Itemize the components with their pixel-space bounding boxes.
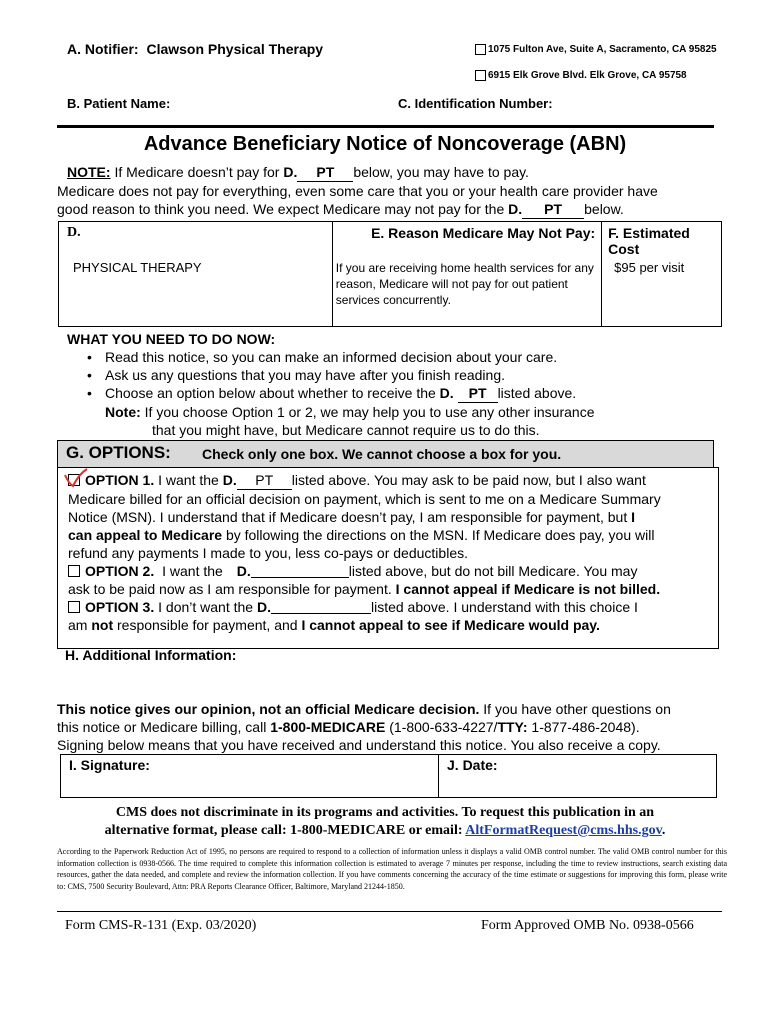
disclaimer-text-a: If you have other questions on [483, 701, 671, 717]
disclaimer-phone: (1-800-633-4227/ [389, 719, 498, 735]
option-1-line-2: Medicare billed for an official decision on payment, which is sent to me on a Medicare Summary [68, 491, 661, 507]
disclaimer-block [57, 700, 722, 754]
disclaimer-line-1 [57, 700, 722, 718]
option-1-line-4-bold: can appeal to Medicare [68, 527, 223, 543]
todo-note [67, 403, 727, 421]
option-1-line-3-bold: I [631, 509, 636, 525]
option-1-line-4 [68, 526, 713, 544]
option-2-checkbox[interactable] [68, 565, 80, 577]
address1-text: 1075 Fulton Ave, Suite A, Sacramento, CA 95825 [488, 44, 717, 56]
signature-field[interactable] [61, 755, 439, 797]
todo-note-text-2: that you might have, but Medicare cannot require us to do this. [152, 422, 540, 438]
note-block [57, 163, 717, 219]
note-d-fill: PT [297, 163, 353, 182]
option-1-label: OPTION 1. [85, 472, 155, 488]
todo-bullet-1: • Read this notice, so you can make an informed decision about your care. [57, 348, 727, 366]
address2-checkbox[interactable] [475, 70, 486, 81]
col-header-e: E. Reason Medicare May Not Pay: [332, 222, 601, 261]
disclaimer-text-b: this notice or Medicare billing, call [57, 719, 267, 735]
signature-label: I. Signature: [69, 757, 150, 773]
option-3-fill[interactable] [271, 598, 371, 614]
todo-block [67, 330, 727, 439]
option-2-line-2-bold: I cannot appeal if Medicare is not billed. [395, 581, 661, 597]
option-3-d: D. [256, 599, 271, 615]
patient-name-label: B. Patient Name: [67, 96, 171, 111]
notifier-value: Clawson Physical Therapy [146, 41, 324, 57]
additional-info-label: H. Additional Information: [65, 647, 237, 663]
footer-rule [57, 911, 722, 912]
note-text-3b: below. [584, 201, 624, 217]
option-2-fill[interactable] [251, 562, 349, 578]
option-2-line-2-text: ask to be paid now as I am responsible for payment. [68, 581, 392, 597]
option-1-fill: PT [237, 471, 292, 490]
option-1-line-3-text: Notice (MSN). I understand that if Medicare doesn’t pay, I am responsible for payment, but [68, 509, 628, 525]
option-2-line-2 [68, 580, 713, 598]
options-header [57, 440, 714, 468]
option-2-text-a: I want the [162, 563, 223, 579]
option-1-checkbox[interactable] [68, 471, 85, 489]
todo-bullet-3-d: D. [439, 385, 454, 401]
todo-bullet-2: • Ask us any questions that you may have after you finish reading. [57, 366, 727, 384]
page-title: Advance Beneficiary Notice of Noncoverage (ABN) [143, 133, 627, 155]
option-3-label: OPTION 3. [85, 599, 155, 615]
option-3-checkbox[interactable] [68, 601, 80, 613]
todo-note-text-1: If you choose Option 1 or 2, we may help you to use any other insurance [144, 404, 595, 420]
option-3-line-2-not: not [91, 617, 114, 633]
option-3-line-2-a: am [68, 617, 88, 633]
address2-text: 6915 Elk Grove Blvd. Elk Grove, CA 95758 [488, 70, 687, 82]
options-label: G. OPTIONS: [66, 443, 171, 462]
option-2-text-b: listed above, but do not bill Medicare. You may [348, 563, 638, 579]
option-2-label: OPTION 2. [85, 563, 155, 579]
identification-number-label: C. Identification Number: [398, 96, 553, 111]
option-1-line-3 [68, 508, 713, 526]
option-1-line-4-text: by following the directions on the MSN. If Medicare does pay, you will [225, 527, 655, 543]
todo-bullet-3 [57, 384, 727, 403]
option-1-text-a: I want the [158, 472, 219, 488]
date-label: J. Date: [447, 757, 498, 773]
signature-date-box [60, 754, 717, 798]
todo-note-label: Note: [105, 404, 141, 420]
option-1-d: D. [222, 472, 237, 488]
cell-service[interactable]: PHYSICAL THERAPY [59, 260, 333, 326]
option-3-text-a: I don’t want the [158, 599, 254, 615]
note-text-1b: below, you may have to pay. [353, 164, 529, 180]
note-label: NOTE: [67, 164, 111, 180]
disclaimer-phone-bold: 1-800-MEDICARE [270, 719, 386, 735]
option-3 [68, 598, 713, 616]
disclaimer-line-3: Signing below means that you have received and understand this notice. You also receive a copy. [57, 737, 661, 753]
note-text-2: Medicare does not pay for everything, even some care that you or your health care provider have [57, 183, 658, 199]
disclaimer-bold: This notice gives our opinion, not an official Medicare decision. [57, 701, 480, 717]
note-d-prefix-2: D. [508, 201, 523, 217]
note-d-prefix: D. [283, 164, 298, 180]
footer-omb: Form Approved OMB No. 0938-0566 [481, 918, 694, 933]
option-3-line-2-bold: I cannot appeal to see if Medicare would pay. [301, 617, 600, 633]
col-header-d: D. [59, 222, 333, 261]
header-rule [57, 125, 714, 128]
option-2 [68, 562, 713, 580]
todo-bullet-3-fill: PT [458, 384, 498, 403]
cms-line-2: alternative format, please call: 1-800-MEDICARE or email: AltFormatRequest@cms.hhs.gov. [104, 823, 666, 838]
notifier-row [67, 41, 323, 57]
todo-bullet-3-end: listed above. [497, 385, 577, 401]
paperwork-notice: According to the Paperwork Reduction Act of 1995, no persons are required to respond to a collection of information unless it displays a valid OMB control number. The valid OMB control number for this information collection is 0938-0566. The time required to complete this information collection is estimated to average 7 minutes per response, including the time to review instructions, search existing data resources, gather the data needed, and complete and review the information collection. If you have comments concerning the accuracy of the time estimate or suggestions for improving this form, please write to: CMS, 7500 Security Boulevard, Attn: PRA Reports Clearance Officer, Baltimore, Maryland 21244-1850. [57, 847, 727, 891]
cell-reason[interactable]: If you are receiving home health services for any reason, Medicare will not pay for out patient services concurrently. [332, 260, 601, 326]
option-3-line-2 [68, 616, 713, 634]
disclaimer-line-2 [57, 718, 722, 736]
note-text-3: good reason to think you need. We expect Medicare may not pay for the [57, 201, 505, 217]
cms-line-2-text: alternative format, please call: 1-800-MEDICARE or email: [104, 823, 463, 838]
disclaimer-tty: 1-877-486-2048). [531, 719, 640, 735]
option-2-d: D. [236, 563, 251, 579]
cms-email-link[interactable]: AltFormatRequest@cms.hhs.gov [465, 823, 662, 838]
disclaimer-tty-label: TTY: [497, 719, 528, 735]
address-option-1[interactable] [475, 44, 717, 55]
options-box [57, 467, 719, 649]
note-d-fill-2: PT [522, 200, 584, 219]
footer-form-number: Form CMS-R-131 (Exp. 03/2020) [65, 918, 257, 933]
additional-info-field[interactable] [65, 666, 705, 696]
option-1-line-5: refund any payments I made to you, less co-pays or deductibles. [68, 545, 468, 561]
notifier-label: A. Notifier: [67, 41, 139, 57]
todo-heading: WHAT YOU NEED TO DO NOW: [67, 331, 276, 347]
option-1-text-b: listed above. You may ask to be paid now, but I also want [291, 472, 646, 488]
checkmark-icon [63, 466, 89, 488]
col-header-f: F. Estimated Cost [602, 222, 722, 261]
cms-notice [40, 804, 730, 840]
services-table [58, 221, 722, 327]
options-instructions: Check only one box. We cannot choose a box for you. [202, 446, 562, 462]
date-field[interactable] [439, 755, 716, 797]
option-3-line-2-b: responsible for payment, and [117, 617, 298, 633]
todo-bullet-3-text: Choose an option below about whether to receive the [105, 385, 436, 401]
option-1 [68, 471, 713, 490]
option-3-text-b: listed above. I understand with this choice I [370, 599, 638, 615]
cell-cost[interactable]: $95 per visit [602, 260, 722, 326]
note-text-1: If Medicare doesn’t pay for [114, 164, 280, 180]
address1-checkbox[interactable] [475, 44, 486, 55]
cms-line-1: CMS does not discriminate in its programs and activities. To request this publication in an [115, 805, 655, 820]
address-option-2[interactable] [475, 70, 687, 81]
